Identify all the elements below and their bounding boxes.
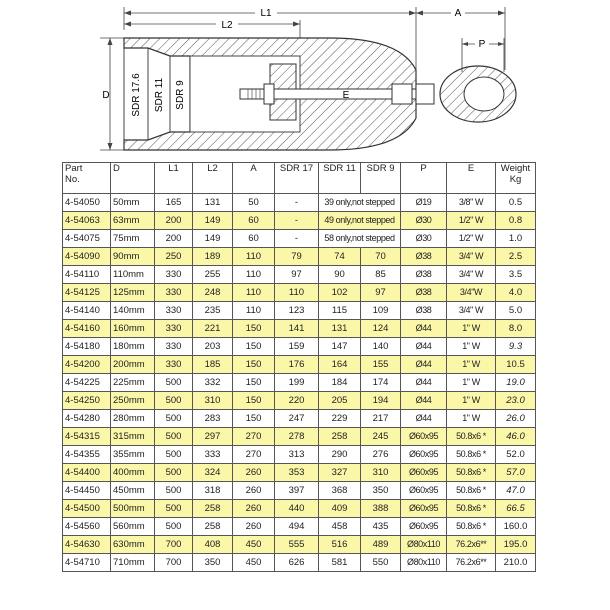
cell-sdr11: 229	[319, 410, 361, 428]
cell-sdr11: 409	[319, 500, 361, 518]
cell-l2: 185	[193, 356, 233, 374]
cell-sdr11: 90	[319, 266, 361, 284]
cell-a: 270	[233, 428, 275, 446]
cell-p: Ø60x95	[401, 446, 447, 464]
cell-a: 150	[233, 320, 275, 338]
cell-p: Ø38	[401, 266, 447, 284]
cell-l2: 318	[193, 482, 233, 500]
table-row	[63, 302, 536, 320]
cell-l1: 500	[155, 374, 193, 392]
cell-l1: 500	[155, 410, 193, 428]
cell-d: 125mm	[111, 284, 155, 302]
cell-sdr17: -	[275, 212, 319, 230]
dimension-l2	[124, 18, 300, 40]
cell-a: 50	[233, 194, 275, 212]
cell-sdr9: 124	[361, 320, 401, 338]
cell-a: 110	[233, 248, 275, 266]
cell-part: 4-54063	[63, 212, 111, 230]
cell-sdr9: 85	[361, 266, 401, 284]
cell-l1: 330	[155, 284, 193, 302]
cell-p: Ø30	[401, 212, 447, 230]
cell-a: 450	[233, 554, 275, 572]
cell-l1: 500	[155, 392, 193, 410]
cell-p: Ø38	[401, 284, 447, 302]
cell-l1: 200	[155, 212, 193, 230]
cell-e: 1" W	[447, 356, 496, 374]
cell-weight: 5.0	[496, 302, 536, 320]
cell-sdr9: 109	[361, 302, 401, 320]
cell-sdr9: 70	[361, 248, 401, 266]
cell-a: 260	[233, 482, 275, 500]
sdr-label-9: SDR 9	[175, 80, 186, 110]
cell-e: 50.8x6 *	[447, 464, 496, 482]
cell-part: 4-54280	[63, 410, 111, 428]
table-row	[63, 554, 536, 572]
cell-l2: 350	[193, 554, 233, 572]
cell-p: Ø38	[401, 302, 447, 320]
cell-part: 4-54710	[63, 554, 111, 572]
cell-a: 110	[233, 266, 275, 284]
cell-sdr11: 258	[319, 428, 361, 446]
header-a: A	[233, 163, 275, 194]
cell-l1: 200	[155, 230, 193, 248]
cell-sdr9: 155	[361, 356, 401, 374]
table-row	[63, 482, 536, 500]
cell-l1: 330	[155, 356, 193, 374]
cell-e: 1" W	[447, 374, 496, 392]
table-row	[63, 338, 536, 356]
cell-sdr17: 278	[275, 428, 319, 446]
cell-sdr11: 205	[319, 392, 361, 410]
cell-sdr17: 141	[275, 320, 319, 338]
cell-d: 140mm	[111, 302, 155, 320]
cell-weight: 8.0	[496, 320, 536, 338]
cell-part: 4-54110	[63, 266, 111, 284]
cell-e: 1" W	[447, 320, 496, 338]
cell-weight: 0.8	[496, 212, 536, 230]
cell-e: 1" W	[447, 392, 496, 410]
cell-sdr11: 327	[319, 464, 361, 482]
cell-a: 260	[233, 518, 275, 536]
cell-weight: 4.0	[496, 284, 536, 302]
header-weight-line1: Weight	[500, 163, 531, 174]
cell-d: 315mm	[111, 428, 155, 446]
cell-l1: 500	[155, 518, 193, 536]
cell-l1: 330	[155, 320, 193, 338]
cell-sdr9: 489	[361, 536, 401, 554]
cell-l1: 250	[155, 248, 193, 266]
cell-sdr11: 290	[319, 446, 361, 464]
cell-weight: 52.0	[496, 446, 536, 464]
cell-l2: 408	[193, 536, 233, 554]
cell-d: 160mm	[111, 320, 155, 338]
header-l1: L1	[155, 163, 193, 194]
cell-part: 4-54250	[63, 392, 111, 410]
cell-part: 4-54160	[63, 320, 111, 338]
cell-sdr11: 164	[319, 356, 361, 374]
table-row	[63, 194, 536, 212]
cell-d: 110mm	[111, 266, 155, 284]
eye-bolt	[416, 66, 516, 122]
cell-sdr17: 626	[275, 554, 319, 572]
header-d: D	[111, 163, 155, 194]
cell-sdr11: 131	[319, 320, 361, 338]
cell-sdr11: 74	[319, 248, 361, 266]
cell-l1: 330	[155, 266, 193, 284]
cell-d: 250mm	[111, 392, 155, 410]
cell-part: 4-54500	[63, 500, 111, 518]
cell-weight: 2.5	[496, 248, 536, 266]
table-row	[63, 392, 536, 410]
cell-p: Ø60x95	[401, 464, 447, 482]
cell-e: 50.8x6 *	[447, 518, 496, 536]
cell-e: 76.2x6**	[447, 554, 496, 572]
cell-sdr9: 217	[361, 410, 401, 428]
cell-weight: 3.5	[496, 266, 536, 284]
cell-l2: 310	[193, 392, 233, 410]
header-part-no	[63, 163, 111, 194]
cell-sdr11: 115	[319, 302, 361, 320]
cell-sdr17: 97	[275, 266, 319, 284]
table-row	[63, 500, 536, 518]
cell-l2: 258	[193, 500, 233, 518]
cell-p: Ø60x95	[401, 428, 447, 446]
cell-part: 4-54400	[63, 464, 111, 482]
cell-e: 1/2" W	[447, 230, 496, 248]
cell-sdr17: 494	[275, 518, 319, 536]
cell-l1: 700	[155, 554, 193, 572]
cell-d: 450mm	[111, 482, 155, 500]
table-row	[63, 446, 536, 464]
cell-part: 4-54225	[63, 374, 111, 392]
cell-d: 630mm	[111, 536, 155, 554]
cell-p: Ø44	[401, 374, 447, 392]
cell-l1: 330	[155, 302, 193, 320]
cell-p: Ø80x110	[401, 536, 447, 554]
cell-l1: 330	[155, 338, 193, 356]
cell-a: 270	[233, 446, 275, 464]
table-row	[63, 536, 536, 554]
cell-p: Ø80x110	[401, 554, 447, 572]
cell-sdr9: 140	[361, 338, 401, 356]
cell-p: Ø60x95	[401, 500, 447, 518]
cell-l2: 221	[193, 320, 233, 338]
cell-sdr17: -	[275, 194, 319, 212]
cell-sdr17: 440	[275, 500, 319, 518]
cell-sdr9: 388	[361, 500, 401, 518]
cell-part: 4-54355	[63, 446, 111, 464]
cell-d: 50mm	[111, 194, 155, 212]
spec-table-body	[63, 194, 536, 572]
cell-l2: 149	[193, 230, 233, 248]
cell-l2: 258	[193, 518, 233, 536]
cell-l1: 500	[155, 464, 193, 482]
cell-d: 560mm	[111, 518, 155, 536]
cell-a: 110	[233, 284, 275, 302]
cell-l2: 203	[193, 338, 233, 356]
dimension-d	[100, 38, 124, 150]
cell-sdr17: 397	[275, 482, 319, 500]
cell-part: 4-54560	[63, 518, 111, 536]
header-p: P	[401, 163, 447, 194]
cell-l2: 283	[193, 410, 233, 428]
table-row	[63, 320, 536, 338]
cell-d: 75mm	[111, 230, 155, 248]
cell-e: 1/2" W	[447, 212, 496, 230]
table-header-row	[63, 163, 536, 194]
cell-p: Ø30	[401, 230, 447, 248]
cell-sdr11: 58 only,not stepped	[319, 230, 401, 248]
cell-part: 4-54125	[63, 284, 111, 302]
cell-sdr17: 199	[275, 374, 319, 392]
cell-weight: 19.0	[496, 374, 536, 392]
cell-p: Ø44	[401, 320, 447, 338]
cell-sdr11: 39 only,not stepped	[319, 194, 401, 212]
cell-weight: 47.0	[496, 482, 536, 500]
cell-sdr11: 581	[319, 554, 361, 572]
pipe-pulling-head-drawing	[0, 0, 610, 160]
cell-l2: 149	[193, 212, 233, 230]
cell-a: 260	[233, 464, 275, 482]
dimension-a	[416, 6, 505, 70]
cell-sdr11: 368	[319, 482, 361, 500]
cell-a: 260	[233, 500, 275, 518]
cell-d: 280mm	[111, 410, 155, 428]
header-part-line1: Part	[65, 163, 83, 174]
cell-p: Ø44	[401, 338, 447, 356]
cell-a: 150	[233, 338, 275, 356]
cell-p: Ø19	[401, 194, 447, 212]
header-l2: L2	[193, 163, 233, 194]
cell-sdr17: -	[275, 230, 319, 248]
cell-d: 400mm	[111, 464, 155, 482]
cell-e: 3/8" W	[447, 194, 496, 212]
cell-weight: 23.0	[496, 392, 536, 410]
cell-weight: 57.0	[496, 464, 536, 482]
cell-p: Ø44	[401, 392, 447, 410]
cell-a: 450	[233, 536, 275, 554]
cell-e: 1" W	[447, 410, 496, 428]
cell-d: 63mm	[111, 212, 155, 230]
table-row	[63, 374, 536, 392]
cell-e: 50.8x6 *	[447, 446, 496, 464]
dim-label-d: D	[102, 90, 110, 101]
cell-weight: 210.0	[496, 554, 536, 572]
cell-part: 4-54090	[63, 248, 111, 266]
cell-part: 4-54630	[63, 536, 111, 554]
header-part-line2: No.	[65, 174, 80, 185]
cell-l1: 165	[155, 194, 193, 212]
cell-e: 3/4" W	[447, 248, 496, 266]
cell-a: 150	[233, 374, 275, 392]
cell-weight: 66.5	[496, 500, 536, 518]
cell-d: 90mm	[111, 248, 155, 266]
table-row	[63, 410, 536, 428]
cell-weight: 195.0	[496, 536, 536, 554]
header-e: E	[447, 163, 496, 194]
table-row	[63, 428, 536, 446]
sdr-label-17-6: SDR 17.6	[131, 73, 142, 117]
cell-d: 355mm	[111, 446, 155, 464]
cell-sdr11: 458	[319, 518, 361, 536]
cell-l2: 131	[193, 194, 233, 212]
cell-l2: 332	[193, 374, 233, 392]
cell-e: 3/4" W	[447, 266, 496, 284]
dim-label-l2: L2	[221, 20, 233, 31]
cell-part: 4-54140	[63, 302, 111, 320]
cell-sdr17: 110	[275, 284, 319, 302]
cell-l1: 700	[155, 536, 193, 554]
cell-sdr9: 276	[361, 446, 401, 464]
header-sdr17: SDR 17	[275, 163, 319, 194]
cell-a: 60	[233, 230, 275, 248]
cell-p: Ø44	[401, 356, 447, 374]
table-row	[63, 356, 536, 374]
cell-weight: 10.5	[496, 356, 536, 374]
header-sdr11: SDR 11	[319, 163, 361, 194]
table-row	[63, 248, 536, 266]
cell-l2: 255	[193, 266, 233, 284]
cell-p: Ø60x95	[401, 482, 447, 500]
cell-sdr9: 550	[361, 554, 401, 572]
header-weight	[496, 163, 536, 194]
cell-part: 4-54200	[63, 356, 111, 374]
dim-label-p: P	[478, 39, 486, 50]
cell-sdr11: 49 only,not stepped	[319, 212, 401, 230]
cell-weight: 0.5	[496, 194, 536, 212]
cell-sdr9: 245	[361, 428, 401, 446]
header-sdr9: SDR 9	[361, 163, 401, 194]
cell-e: 3/4"W	[447, 284, 496, 302]
dim-label-a: A	[454, 8, 462, 19]
cell-e: 50.8x6 *	[447, 500, 496, 518]
cell-sdr17: 313	[275, 446, 319, 464]
cell-weight: 26.0	[496, 410, 536, 428]
cell-sdr9: 350	[361, 482, 401, 500]
table-row	[63, 518, 536, 536]
cell-sdr9: 97	[361, 284, 401, 302]
cell-sdr11: 147	[319, 338, 361, 356]
spec-table	[62, 162, 536, 572]
cell-weight: 46.0	[496, 428, 536, 446]
cell-l2: 333	[193, 446, 233, 464]
cell-d: 180mm	[111, 338, 155, 356]
cell-sdr9: 174	[361, 374, 401, 392]
cell-sdr17: 159	[275, 338, 319, 356]
cell-l2: 324	[193, 464, 233, 482]
cell-part: 4-54315	[63, 428, 111, 446]
table-row	[63, 230, 536, 248]
cell-a: 150	[233, 356, 275, 374]
cell-l1: 500	[155, 446, 193, 464]
cell-weight: 1.0	[496, 230, 536, 248]
cell-l2: 189	[193, 248, 233, 266]
dim-label-e: E	[342, 90, 350, 101]
cell-sdr17: 247	[275, 410, 319, 428]
cell-part: 4-54050	[63, 194, 111, 212]
cell-sdr11: 102	[319, 284, 361, 302]
cell-e: 3/4" W	[447, 302, 496, 320]
cell-d: 710mm	[111, 554, 155, 572]
cell-sdr17: 555	[275, 536, 319, 554]
cell-l2: 248	[193, 284, 233, 302]
cell-e: 50.8x6 *	[447, 428, 496, 446]
cell-p: Ø44	[401, 410, 447, 428]
cell-a: 150	[233, 392, 275, 410]
cell-sdr9: 435	[361, 518, 401, 536]
cell-l1: 500	[155, 500, 193, 518]
cell-sdr17: 176	[275, 356, 319, 374]
cell-a: 60	[233, 212, 275, 230]
table-row	[63, 266, 536, 284]
cell-l2: 235	[193, 302, 233, 320]
cell-a: 150	[233, 410, 275, 428]
header-weight-line2: Kg	[509, 174, 522, 185]
cell-sdr17: 79	[275, 248, 319, 266]
cell-part: 4-54075	[63, 230, 111, 248]
cell-sdr9: 194	[361, 392, 401, 410]
cell-d: 225mm	[111, 374, 155, 392]
cell-l2: 297	[193, 428, 233, 446]
sdr-label-11: SDR 11	[154, 77, 165, 113]
cell-p: Ø38	[401, 248, 447, 266]
cell-part: 4-54180	[63, 338, 111, 356]
cell-sdr11: 516	[319, 536, 361, 554]
cell-e: 50.8x6 *	[447, 482, 496, 500]
cell-l1: 500	[155, 428, 193, 446]
table-row	[63, 464, 536, 482]
cell-e: 1" W	[447, 338, 496, 356]
cell-d: 500mm	[111, 500, 155, 518]
cell-sdr17: 123	[275, 302, 319, 320]
cell-p: Ø60x95	[401, 518, 447, 536]
table-row	[63, 284, 536, 302]
cell-a: 110	[233, 302, 275, 320]
cell-sdr9: 310	[361, 464, 401, 482]
cell-d: 200mm	[111, 356, 155, 374]
cell-sdr17: 353	[275, 464, 319, 482]
cell-e: 76.2x6**	[447, 536, 496, 554]
dim-label-l1: L1	[260, 8, 272, 19]
cell-sdr17: 220	[275, 392, 319, 410]
cell-sdr11: 184	[319, 374, 361, 392]
cell-part: 4-54450	[63, 482, 111, 500]
cell-weight: 9.3	[496, 338, 536, 356]
cell-l1: 500	[155, 482, 193, 500]
table-row	[63, 212, 536, 230]
cell-weight: 160.0	[496, 518, 536, 536]
